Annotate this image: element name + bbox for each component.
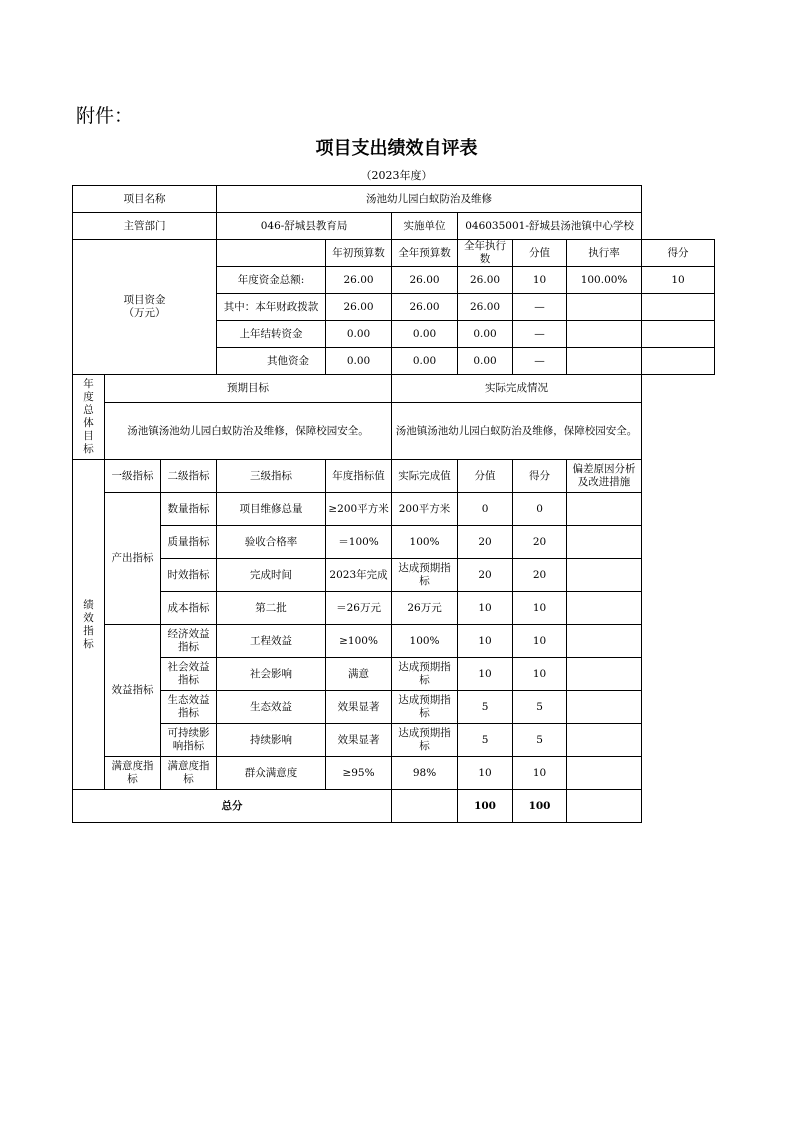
actual-cell: 达成预期指标 (392, 691, 458, 724)
funds-row-label: 上年结转资金 (217, 321, 326, 348)
target-cell: ＝100% (326, 526, 392, 559)
level1-satisfaction: 满意度指标 (105, 757, 161, 790)
funds-header: 分值 (513, 240, 567, 267)
funds-header: 全年预算数 (392, 240, 458, 267)
note-cell (567, 724, 642, 757)
total-note (567, 790, 642, 823)
funds-header: 全年执行数 (458, 240, 513, 267)
funds-cell: 0.00 (326, 321, 392, 348)
l2-cell: 经济效益指标 (161, 625, 217, 658)
funds-cell: 26.00 (326, 294, 392, 321)
ind-header: 得分 (513, 460, 567, 493)
score-value-cell: 10 (458, 592, 513, 625)
l3-cell: 验收合格率 (217, 526, 326, 559)
total-score-value: 100 (458, 790, 513, 823)
dept-label: 主管部门 (73, 213, 217, 240)
funds-cell: 0.00 (392, 321, 458, 348)
funds-cell: 0.00 (458, 348, 513, 375)
score-cell: 10 (513, 658, 567, 691)
score-value-cell: 20 (458, 559, 513, 592)
score-value-cell: 10 (458, 625, 513, 658)
target-cell: ＝26万元 (326, 592, 392, 625)
page-title: 项目支出绩效自评表 (315, 138, 478, 159)
goals-label: 年 度 总 体 目 标 (73, 375, 105, 460)
l2-cell: 数量指标 (161, 493, 217, 526)
funds-cell: — (513, 321, 567, 348)
l3-cell: 生态效益 (217, 691, 326, 724)
l2-cell: 可持续影响指标 (161, 724, 217, 757)
funds-cell: 10 (642, 267, 715, 294)
funds-header: 年初预算数 (326, 240, 392, 267)
funds-cell (567, 321, 642, 348)
funds-cell (567, 294, 642, 321)
funds-cell: — (513, 294, 567, 321)
funds-cell: 26.00 (458, 267, 513, 294)
l2-cell: 成本指标 (161, 592, 217, 625)
note-cell (567, 658, 642, 691)
l3-cell: 项目维修总量 (217, 493, 326, 526)
note-cell (567, 526, 642, 559)
note-cell (567, 757, 642, 790)
l2-cell: 生态效益指标 (161, 691, 217, 724)
unit-label: 实施单位 (392, 213, 458, 240)
funds-cell: 10 (513, 267, 567, 294)
expected-goal: 汤池镇汤池幼儿园白蚁防治及维修，保障校园安全。 (105, 403, 392, 460)
l2-cell: 满意度指标 (161, 757, 217, 790)
score-cell: 10 (513, 592, 567, 625)
note-cell (567, 592, 642, 625)
score-cell: 20 (513, 559, 567, 592)
level1-benefit: 效益指标 (105, 625, 161, 757)
l2-cell: 社会效益指标 (161, 658, 217, 691)
ind-header: 分值 (458, 460, 513, 493)
l3-cell: 工程效益 (217, 625, 326, 658)
project-name: 汤池幼儿园白蚁防治及维修 (217, 186, 642, 213)
dept-value: 046-舒城县教育局 (217, 213, 392, 240)
funds-cell: 26.00 (392, 294, 458, 321)
l2-cell: 时效指标 (161, 559, 217, 592)
total-score: 100 (513, 790, 567, 823)
funds-cell (642, 321, 715, 348)
score-cell: 10 (513, 625, 567, 658)
funds-cell: 26.00 (392, 267, 458, 294)
l3-cell: 持续影响 (217, 724, 326, 757)
score-value-cell: 5 (458, 724, 513, 757)
actual-cell: 200平方米 (392, 493, 458, 526)
expected-goal-header: 预期目标 (105, 375, 392, 403)
ind-header: 年度指标值 (326, 460, 392, 493)
funds-cell: 26.00 (326, 267, 392, 294)
actual-cell: 达成预期指标 (392, 658, 458, 691)
funds-cell (642, 348, 715, 375)
funds-row-label: 年度资金总额: (217, 267, 326, 294)
indicators-label: 绩 效 指 标 (73, 460, 105, 790)
actual-goal: 汤池镇汤池幼儿园白蚁防治及维修，保障校园安全。 (392, 403, 642, 460)
actual-cell: 达成预期指标 (392, 559, 458, 592)
score-value-cell: 10 (458, 757, 513, 790)
actual-goal-header: 实际完成情况 (392, 375, 642, 403)
l3-cell: 第二批 (217, 592, 326, 625)
target-cell: ≥200平方米 (326, 493, 392, 526)
target-cell: 效果显著 (326, 724, 392, 757)
actual-cell: 100% (392, 625, 458, 658)
score-cell: 5 (513, 724, 567, 757)
funds-cell: 0.00 (392, 348, 458, 375)
funds-cell: — (513, 348, 567, 375)
target-cell: 2023年完成 (326, 559, 392, 592)
target-cell: ≥100% (326, 625, 392, 658)
actual-cell: 98% (392, 757, 458, 790)
year-label: （2023年度） (360, 169, 433, 182)
ind-header: 偏差原因分析及改进措施 (567, 460, 642, 493)
l3-cell: 群众满意度 (217, 757, 326, 790)
score-cell: 20 (513, 526, 567, 559)
target-cell: 效果显著 (326, 691, 392, 724)
actual-cell: 26万元 (392, 592, 458, 625)
score-value-cell: 20 (458, 526, 513, 559)
score-value-cell: 10 (458, 658, 513, 691)
score-cell: 10 (513, 757, 567, 790)
project-name-label: 项目名称 (73, 186, 217, 213)
funds-cell (642, 294, 715, 321)
level1-output: 产出指标 (105, 493, 161, 625)
actual-cell: 100% (392, 526, 458, 559)
funds-header: 执行率 (567, 240, 642, 267)
funds-cell (567, 348, 642, 375)
funds-row-label: 其中：本年财政拨款 (217, 294, 326, 321)
ind-header: 一级指标 (105, 460, 161, 493)
funds-cell: 26.00 (458, 294, 513, 321)
attachment-label: 附件： (76, 105, 134, 127)
funds-label: 项目资金 （万元） (73, 240, 217, 375)
total-label: 总分 (73, 790, 392, 823)
note-cell (567, 493, 642, 526)
funds-header: 得分 (642, 240, 715, 267)
score-cell: 0 (513, 493, 567, 526)
score-cell: 5 (513, 691, 567, 724)
target-cell: 满意 (326, 658, 392, 691)
funds-header-blank (217, 240, 326, 267)
performance-table (72, 185, 715, 823)
ind-header: 二级指标 (161, 460, 217, 493)
total-blank (392, 790, 458, 823)
funds-cell: 0.00 (326, 348, 392, 375)
score-value-cell: 5 (458, 691, 513, 724)
l3-cell: 完成时间 (217, 559, 326, 592)
ind-header: 三级指标 (217, 460, 326, 493)
l2-cell: 质量指标 (161, 526, 217, 559)
note-cell (567, 625, 642, 658)
score-value-cell: 0 (458, 493, 513, 526)
unit-value: 046035001-舒城县汤池镇中心学校 (458, 213, 642, 240)
target-cell: ≥95% (326, 757, 392, 790)
ind-header: 实际完成值 (392, 460, 458, 493)
actual-cell: 达成预期指标 (392, 724, 458, 757)
funds-cell: 100.00% (567, 267, 642, 294)
l3-cell: 社会影响 (217, 658, 326, 691)
note-cell (567, 691, 642, 724)
note-cell (567, 559, 642, 592)
funds-row-label: 其他资金 (217, 348, 326, 375)
funds-cell: 0.00 (458, 321, 513, 348)
